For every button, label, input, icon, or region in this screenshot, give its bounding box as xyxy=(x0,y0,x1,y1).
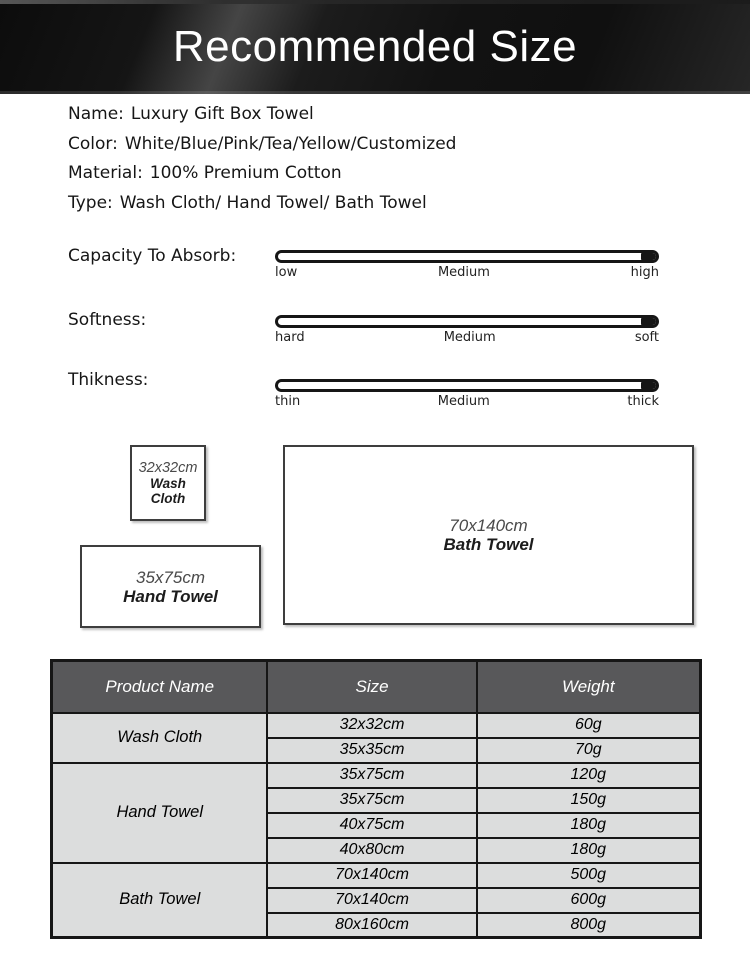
detail-type-label: Type: xyxy=(68,192,113,213)
table-row xyxy=(52,713,701,738)
scale-label-hard: hard xyxy=(275,330,305,345)
scale-label-medium: Medium xyxy=(437,265,490,280)
cell-weight: 120g xyxy=(477,763,701,788)
cell-product-bath-towel: Bath Towel xyxy=(52,863,268,938)
detail-type-value: Wash Cloth/ Hand Towel/ Bath Towel xyxy=(119,192,427,213)
cell-weight: 180g xyxy=(477,813,701,838)
cell-size: 40x80cm xyxy=(267,838,476,863)
scale-label-medium: Medium xyxy=(443,330,496,345)
cell-size: 70x140cm xyxy=(267,863,476,888)
size-box-bath-towel xyxy=(283,445,694,625)
scale-label-thick: thick xyxy=(627,394,659,409)
slider-capacity-fill-indicator xyxy=(641,253,656,260)
slider-thickness-scale xyxy=(275,394,659,409)
cell-weight: 600g xyxy=(477,888,701,913)
col-header-weight: Weight xyxy=(477,661,701,713)
bath-towel-size: 70x140cm xyxy=(449,516,528,535)
scale-label-medium: Medium xyxy=(437,394,490,409)
hand-towel-name: Hand Towel xyxy=(123,586,218,606)
cell-size: 35x35cm xyxy=(267,738,476,763)
slider-softness-fill-indicator xyxy=(641,318,656,325)
table-row xyxy=(52,763,701,788)
cell-weight: 150g xyxy=(477,788,701,813)
wash-cloth-size: 32x32cm xyxy=(138,460,198,476)
slider-capacity-scale xyxy=(275,265,659,280)
cell-size: 40x75cm xyxy=(267,813,476,838)
spec-table xyxy=(50,659,702,939)
slider-capacity-label: Capacity To Absorb: xyxy=(68,246,237,266)
cell-product-wash-cloth: Wash Cloth xyxy=(52,713,268,763)
product-details xyxy=(68,100,456,218)
page-title: Recommended Size xyxy=(172,22,578,71)
cell-weight: 500g xyxy=(477,863,701,888)
detail-color-value: White/Blue/Pink/Tea/Yellow/Customized xyxy=(124,133,457,154)
cell-weight: 70g xyxy=(477,738,701,763)
slider-thickness-track xyxy=(275,379,659,392)
cell-weight: 60g xyxy=(477,713,701,738)
cell-size: 35x75cm xyxy=(267,763,476,788)
cell-size: 35x75cm xyxy=(267,788,476,813)
detail-material xyxy=(68,159,456,189)
cell-size: 32x32cm xyxy=(267,713,476,738)
cell-weight: 180g xyxy=(477,838,701,863)
scale-label-thin: thin xyxy=(275,394,301,409)
detail-material-value: 100% Premium Cotton xyxy=(149,163,342,183)
detail-name-label: Name: xyxy=(68,104,124,124)
slider-softness-scale xyxy=(275,330,659,345)
header-banner xyxy=(0,0,750,94)
cell-weight: 800g xyxy=(477,913,701,938)
size-box-wash-cloth xyxy=(130,445,206,521)
detail-name-value: Luxury Gift Box Towel xyxy=(130,104,314,124)
slider-thickness-label: Thikness: xyxy=(68,370,149,390)
slider-thickness-fill-indicator xyxy=(641,382,656,389)
size-box-hand-towel xyxy=(80,545,261,628)
col-header-product-name: Product Name xyxy=(52,661,268,713)
scale-label-soft: soft xyxy=(634,330,659,345)
detail-name xyxy=(68,100,456,130)
detail-color xyxy=(68,130,456,160)
cell-size: 70x140cm xyxy=(267,888,476,913)
scale-label-low: low xyxy=(275,265,298,280)
slider-softness-label: Softness: xyxy=(68,310,147,330)
detail-material-label: Material: xyxy=(68,163,143,183)
scale-label-high: high xyxy=(630,265,659,280)
table-row xyxy=(52,863,701,888)
detail-type xyxy=(68,189,456,219)
slider-softness-track xyxy=(275,315,659,328)
cell-product-hand-towel: Hand Towel xyxy=(52,763,268,863)
slider-capacity-track xyxy=(275,250,659,263)
hand-towel-size: 35x75cm xyxy=(136,567,205,587)
table-header-row xyxy=(52,661,701,713)
bath-towel-name: Bath Towel xyxy=(443,535,534,554)
col-header-size: Size xyxy=(267,661,476,713)
wash-cloth-name: Wash Cloth xyxy=(150,476,186,506)
detail-color-label: Color: xyxy=(68,133,118,154)
cell-size: 80x160cm xyxy=(267,913,476,938)
